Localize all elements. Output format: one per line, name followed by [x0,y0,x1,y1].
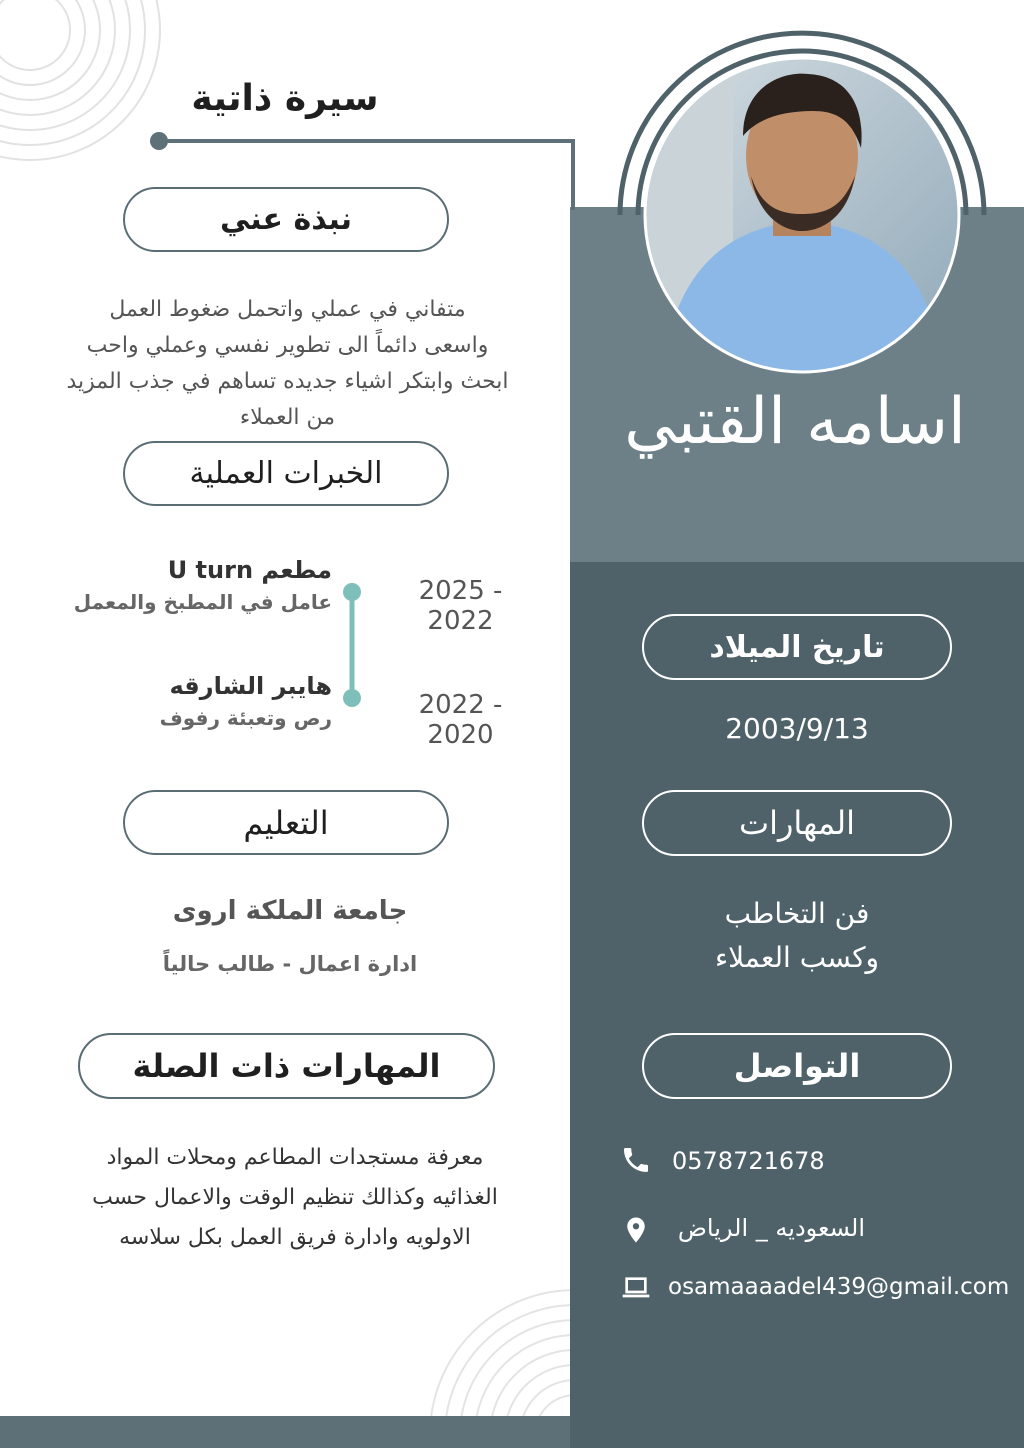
experience-place: هايبر الشارقه [169,672,332,700]
about-text [30,292,545,436]
related-skills-text [30,1138,560,1258]
birth-date: 2003/9/13 [725,712,869,745]
education-heading: التعليم [123,790,449,855]
about-heading: نبذة عني [123,187,449,252]
about-line: متفاني في عملي واتحمل ضغوط العمل [109,297,466,322]
person-name: اسامه القتبي [624,385,966,459]
skills-text [642,892,952,980]
skills-heading: المهارات [642,790,952,856]
birth-heading: تاريخ الميلاد [642,614,952,680]
related-skills-line: معرفة مستجدات المطاعم ومحلات المواد [106,1145,484,1170]
about-line: واسعى دائماً الى تطوير نفسي وعملي واحب [86,333,489,358]
contact-phone[interactable]: 0578721678 [672,1147,825,1175]
contact-location: السعوديه _ الرياض [677,1214,865,1242]
contact-email[interactable]: osamaaaadel439@gmail.com [668,1274,1010,1300]
laptop-icon [618,1272,654,1304]
about-line: من العملاء [239,405,336,430]
related-skills-line: الغذائيه وكذالك تنظيم الوقت والاعمال حسب [92,1185,498,1210]
decorative-arcs-top [0,0,170,175]
contact-heading: التواصل [642,1033,952,1099]
experience-years: 2025 - 2022 [418,576,503,636]
experience-role: عامل في المطبخ والمعمل [73,590,332,614]
footer-strip [0,1416,570,1448]
education-school: جامعة الملكة اروى [172,896,408,926]
experience-timeline [338,580,366,710]
cv-title: سيرة ذاتية [191,78,379,119]
experience-item [60,672,332,730]
experience-item [60,556,332,614]
decorative-arcs-bottom [400,1255,570,1420]
phone-icon [620,1144,652,1176]
skills-line: فن التخاطب [724,897,870,930]
experience-heading: الخبرات العملية [123,441,449,506]
related-skills-heading: المهارات ذات الصلة [78,1033,495,1099]
education-degree: ادارة اعمال - طالب حالياً [162,952,418,976]
related-skills-line: الاولويه وادارة فريق العمل بكل سلاسه [119,1225,471,1250]
profile-photo [643,56,961,374]
experience-place: مطعم U turn [167,556,332,584]
about-line: ابحث وابتكر اشياء جديده تساهم في جذب المزيد [66,369,509,394]
experience-years: 2022 - 2020 [418,690,503,750]
skills-line: وكسب العملاء [714,941,880,974]
experience-role: رص وتعبئة رفوف [159,706,332,730]
sidebar-bottom-panel [570,562,1024,1448]
location-icon [621,1212,651,1248]
